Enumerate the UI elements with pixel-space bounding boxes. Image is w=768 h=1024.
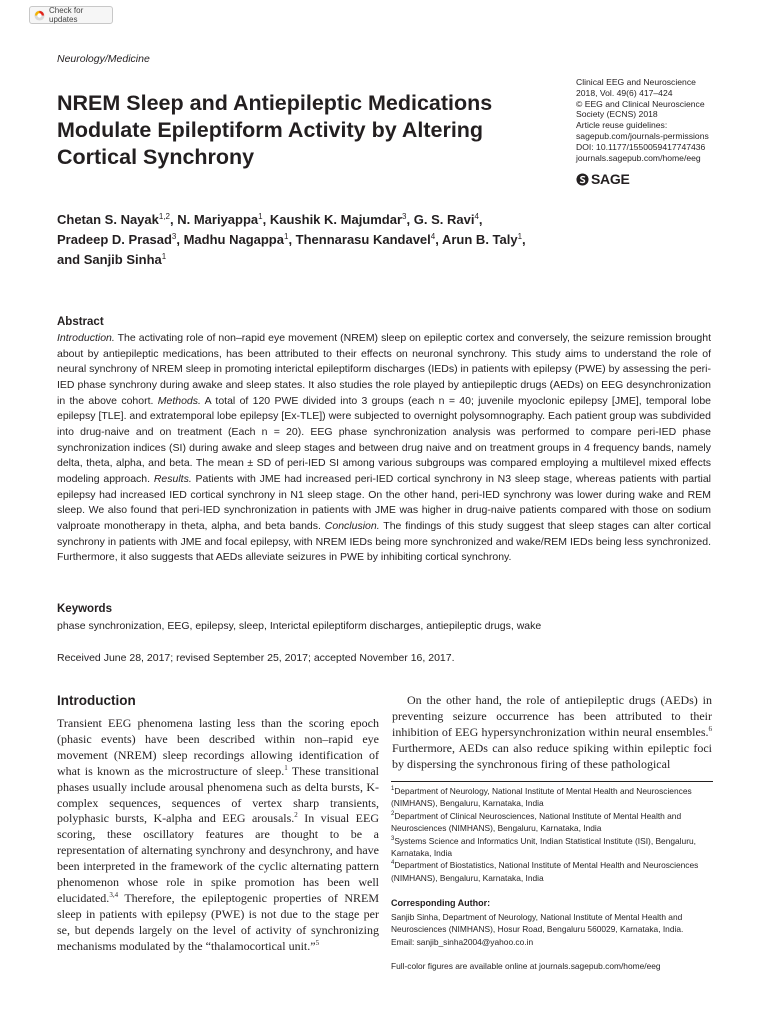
abstract-heading: Abstract [57,316,104,328]
check-updates-icon [34,10,45,21]
check-updates-label: Check for updates [49,6,84,24]
introduction-heading: Introduction [57,693,136,708]
affiliation-item [391,859,713,884]
author-affiliation-sup: 1 [161,252,167,261]
abstract-subheading: Conclusion. [324,519,380,532]
sage-s-icon [576,173,589,186]
keywords-heading: Keywords [57,603,112,615]
author-affiliation-sup: 1 [258,212,263,221]
citation-sup: 2 [294,811,298,820]
paragraph-text: Therefore, the epileptogenic properties of NREM sleep in patients with epilepsy (PWE) is not due to the stage per se, but depends largely on the level of activity of synchronizing mechanisms modulated by the “thalamocortical unit.” [57,890,379,953]
footnote-divider [391,781,713,782]
introduction-right-column [392,693,712,773]
affiliation-text: Department of Neurology, National Institute of Mental Health and Neurosciences (NIMHANS), Bengaluru, Karnataka, India [391,786,692,809]
author-name: G. S. Ravi [413,212,475,227]
affiliation-text: Systems Science and Informatics Unit, Indian Statistical Institute (ISI), Bengaluru, Karnataka, India [391,835,696,859]
author-affiliation-sup: 1 [517,232,523,241]
author-name: N. Mariyappa [177,212,259,227]
journal-meta-line: 2018, Vol. 49(6) 417–424 [576,87,673,98]
journal-meta-line: sagepub.com/journals-permissions [576,130,709,141]
publisher-logo [576,171,629,187]
journal-meta-line: journals.sagepub.com/home/eeg [576,152,701,163]
affiliation-item [391,835,713,860]
author-affiliation-sup: 1,2 [158,212,170,221]
abstract-subheading: Results. [153,472,192,485]
citation-sup: 3,4 [109,890,119,899]
author-affiliation-sup: 3 [402,212,407,221]
paragraph-text: These transitional phases usually include arousal phenomena such as delta bursts, K-complex sequences, sequences of vertex sharp transients, polyphasic bursts, K-alpha and EEG arousals. [57,763,379,826]
abstract-text: The activating role of non–rapid eye movement (NREM) sleep on epileptic cortex and conversely, the seizure remission brought about by antiepileptic medications, has been attributed to their effects on neuronal synchrony. This study aims to understand the role of neural synchrony of NREM sleep in promoting interictal epileptiform discharges (IEDs) in patients with epilepsy (PWE) by assessing the peri-IED phase synchrony during awake and sleep states. It also studies the role played by antiepileptic drugs (AEDs) on EEG desynchronization in the above cohort. [57,332,711,407]
affiliation-number: 3 [391,835,395,842]
affiliation-item [391,810,713,835]
paragraph-text: Furthermore, AEDs can also reduce spiking within epileptic foci by dispersing the synchronous firing of these pathological [392,740,712,771]
author-affiliation-sup: 1 [283,232,289,241]
abstract-text: Patients with JME had increased peri-IED cortical synchrony in N3 sleep stage, whereas patients with partial epilepsy had increased IED cortical synchrony in N1 sleep stage. On the other hand, peri-IED synchrony was lower during wake and REM sleep. We also found that peri-IED synchronization in patients with JME was higher in drug-naive patients compared with those on sodium valproate monotherapy in theta, alpha, and beta bands. [57,472,711,532]
full-color-note: Full-color figures are available online at journals.sagepub.com/home/eeg [391,961,661,971]
citation-sup: 5 [315,938,320,947]
corresponding-line: Sanjib Sinha, Department of Neurology, National Institute of Mental Health and Neurosciences (NIMHANS), Hosur Road, Bengaluru 560029, Karnataka, India. [391,912,684,935]
author-list: Chetan S. Nayak$^{1,2}$, N. Mariyappa$^1$, Kaushik K. Majumdar$^3$, G. S. Ravi$^4$, Pradeep D. Prasad$^3$, Madhu Nagappa$^1$, Thennarasu Kandavel$^4$, Arun B. Taly$^1$, and Sanjib Sinha$^1$ [57,212,526,267]
history-dates: Received June 28, 2017; revised September 25, 2017; accepted November 16, 2017. [57,652,455,664]
abstract-text: A total of 120 PWE divided into 3 groups (each n = 40; juvenile myoclonic epilepsy [JME], temporal lobe epilepsy [TLE]. and extratemporal lobe epilepsy [Ex-TLE]) were subjected to overnight polysomnography. Each patient group was subdivided into drug-naive and on treatment (Each n = 20). EEG phase synchronization analysis was performed to compare peri-IED phase synchronization indices (SI) during awake and sleep stages and between drug naive and on treatment groups in 4 frequency bands, namely delta, theta, alpha, and beta. The mean ± SD of peri-IED SI among various subgroups was compared employing a multilevel mixed effects modeling approach. [57,394,711,485]
affiliation-number: 1 [391,786,395,792]
abstract-subheading: Methods. [157,394,201,407]
author-name: Kaushik K. Majumdar [269,212,403,227]
check-for-updates-button[interactable] [29,6,113,24]
abstract-subheading: Introduction. [57,332,115,344]
journal-meta-line: © EEG and Clinical Neuroscience [576,98,705,109]
paragraph-text: In visual EEG scoring, these oscillatory features are thought to be a representation of alternating synchrony and desynchrony, and have been interpreted in the framework of the cyclic alternating pattern phenomenon whose role in spike promotion has been well elucidated. [57,811,379,905]
corresponding-author-heading: Corresponding Author: [391,898,491,908]
author-name: Thennarasu Kandavel [295,232,431,247]
author-name: Chetan S. Nayak [57,212,159,227]
journal-meta [576,77,766,163]
affiliation-item [391,785,713,810]
journal-meta-line: Society (ECNS) 2018 [576,109,658,120]
journal-meta-line: Article reuse guidelines: [576,120,668,131]
paragraph-text: On the other hand, the role of antiepileptic drugs (AEDs) in preventing seizure occurrence has been attributed to their inhibition of EEG hypersynchronization within neural ensembles. [392,693,712,739]
article-title: NREM Sleep and Antiepileptic Medications Modulate Epileptiform Activity by Altering Cortical Synchrony [57,91,493,169]
corresponding-author-details [391,911,713,948]
author-affiliation-sup: 3 [171,232,177,241]
author-affiliation-sup: 4 [430,232,436,241]
author-name: and Sanjib Sinha [57,252,162,267]
affiliation-text: Department of Biostatistics, National Institute of Mental Health and Neurosciences (NIMHANS), Bengaluru, Karnataka, India [391,860,699,883]
affiliation-text: Department of Clinical Neurosciences, National Institute of Mental Health and Neurosciences (NIMHANS), Bengaluru, Karnataka, India [391,810,682,834]
paragraph-text: Transient EEG phenomena lasting less than the scoring epoch (phasic events) have been described within non–rapid eye movement (NREM) sleep recordings allowing identification of what is known as the microstructure of sleep. [57,716,379,778]
author-name: Pradeep D. Prasad [57,232,172,247]
journal-meta-line: Clinical EEG and Neuroscience [576,77,696,87]
section-label: Neurology/Medicine [57,53,150,65]
author-name: Madhu Nagappa [183,232,284,247]
affiliations [391,785,713,884]
affiliation-number: 2 [391,810,395,817]
author-name: Arun B. Taly [441,232,518,247]
affiliation-number: 4 [391,860,395,867]
abstract-text: The findings of this study suggest that sleep stages can alter cortical synchrony in patients with JME and focal epilepsy, with NREM IEDs being more synchronized and wake/REM IEDs being less synchronized. Furthermore, it also suggests that AEDs alleviate seizures in PWE by inhibiting cortical synchrony. [57,519,711,564]
abstract-body [57,331,711,566]
corresponding-line: Email: sanjib_sinha2004@yahoo.co.in [391,936,534,947]
publisher-logo-text: SAGE [591,171,630,187]
keywords-text: phase synchronization, EEG, epilepsy, sleep, Interictal epileptiform discharges, antiepileptic drugs, wake [57,620,542,632]
citation-sup: 1 [284,763,288,772]
introduction-left-column [57,716,379,955]
author-affiliation-sup: 4 [474,212,479,221]
citation-sup: 6 [708,724,712,733]
journal-meta-line: DOI: 10.1177/1550059417747436 [576,141,706,152]
